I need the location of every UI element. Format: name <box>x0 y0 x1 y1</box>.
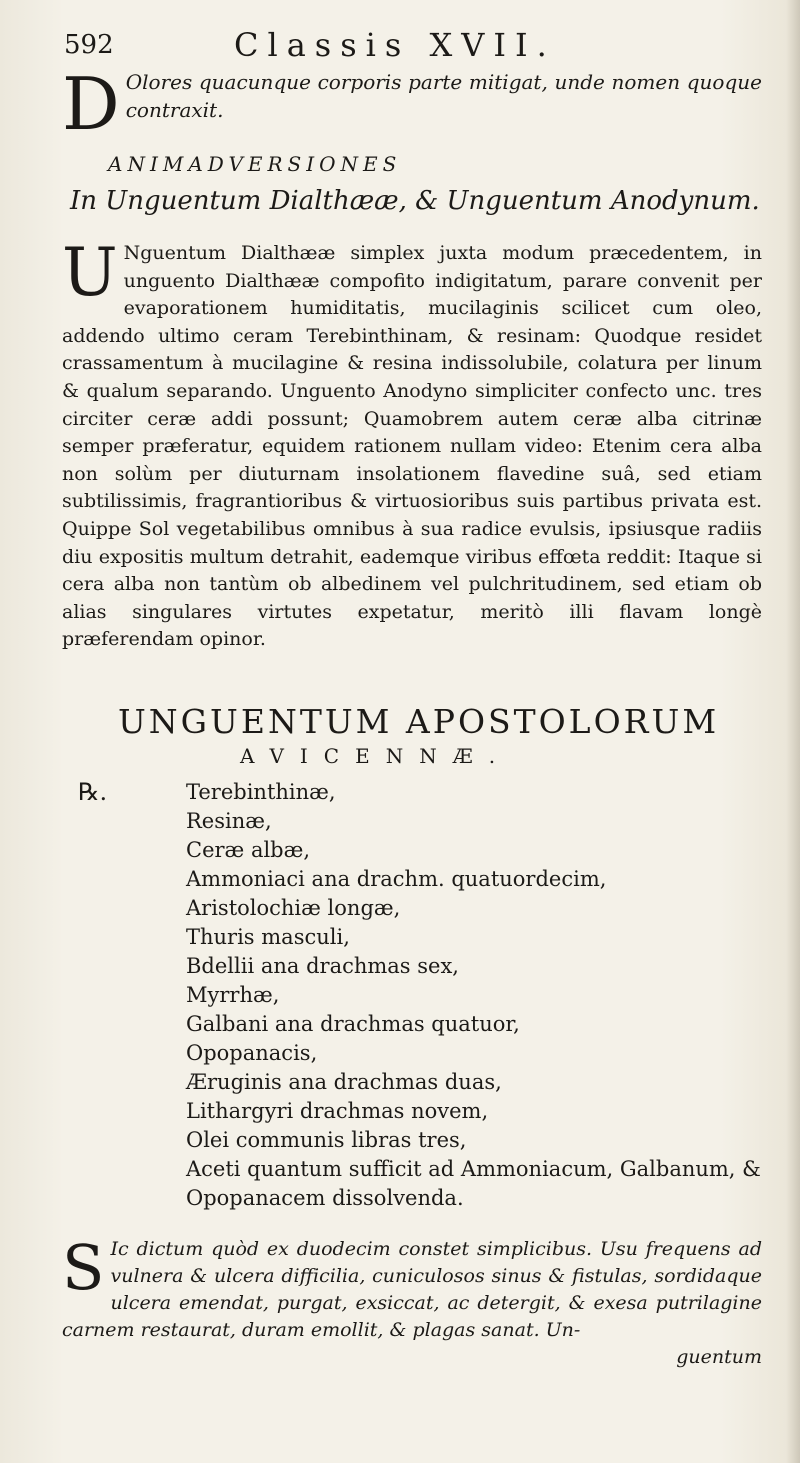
ingredient-item: Ammoniaci ana drachm. quatuordecim, <box>186 867 607 891</box>
running-title: Classis XVII. <box>234 26 556 64</box>
ingredient-item: Galbani ana drachmas quatuor, <box>186 1012 520 1036</box>
ingredient-item: Lithargyri drachmas novem, <box>186 1099 489 1123</box>
closing-text: Ic dictum quòd ex duodecim constet simplicibus. Usu frequens ad vulnera & ulcera difficilia, cuniculosos sinus & fistulas, sordidaque ulcera emendat, purgat, exsiccat, ac detergit, & exesa putrilagine carnem restaurat, duram emollit, & plagas sanat. Un- <box>62 1238 762 1341</box>
closing-paragraph <box>62 1231 762 1371</box>
recipe-list <box>78 778 776 1213</box>
page-number: 592 <box>64 30 114 60</box>
body-paragraph <box>62 234 762 654</box>
ingredient-item: Olei communis libras tres, <box>186 1128 467 1152</box>
body-text: Nguentum Dialthææ simplex juxta modum præcedentem, in unguento Dialthææ compofito indigitatum, parare convenit per evaporationem humiditatis, mucilaginis scilicet cum oleo, addendo ultimo ceram Terebinthinam, & resinam: Quodque residet crassamentum à mucilagine & resina indissolubile, colatura per linum & qualum separando. Unguento Anodyno simpliciter confecto unc. tres circiter ceræ addi possunt; Quamobrem autem ceræ alba citrinæ semper præferatur, equidem rationem nullam video: Etenim cera alba non solùm per diuturnam insolationem flavedine suâ, sed etiam subtilissimis, fragrantioribus & virtuosioribus suis partibus privata est. Quippe Sol vegetabilibus omnibus à sua radice evulsis, ipsiusque radiis diu expositis multum detrahit, eademque viribus effœta reddit: Itaque si cera alba non tantùm ob albedinem vel pulchritudinem, sed etiam ob alias singulares virtutes expetatur, meritò illi flavam longè præferendam opinor. <box>62 242 762 651</box>
catchword: guentum <box>676 1346 762 1368</box>
body-dropcap: U <box>62 234 118 311</box>
recipe-symbol: ℞. <box>78 778 108 806</box>
closing-dropcap: S <box>62 1231 105 1304</box>
unguentum-heading: UNGUENTUM APOSTOLORUM <box>118 702 720 741</box>
ingredient-item: Resinæ, <box>186 809 272 833</box>
unguentum-author: AVICENNÆ. <box>240 744 512 768</box>
animadversiones-heading: ANIMADVERSIONES <box>108 152 402 176</box>
intro-text: Olores quacunque corporis parte mitigat, unde nomen quoque contraxit. <box>125 70 762 122</box>
ingredient-item: Aceti quantum sufficit ad Ammoniacum, Galbanum, & Opopanacem dissolvenda. <box>186 1157 761 1210</box>
ingredient-item: Bdellii ana drachmas sex, <box>186 954 459 978</box>
ingredient-item: Ceræ albæ, <box>186 838 311 862</box>
page-edge-shadow <box>786 0 800 1463</box>
intro-dropcap: D <box>62 62 120 146</box>
ingredient-item: Terebinthinæ, <box>186 780 336 804</box>
animadversiones-title: In Unguentum Dialthææ, & Unguentum Anodynum. <box>70 186 760 216</box>
ingredient-item: Aristolochiæ longæ, <box>186 896 401 920</box>
intro-paragraph <box>62 62 762 146</box>
ingredient-item: Opopanacis, <box>186 1041 318 1065</box>
ingredient-item: Æruginis ana drachmas duas, <box>186 1070 502 1094</box>
page-header <box>64 20 764 64</box>
ingredient-item: Thuris masculi, <box>186 925 350 949</box>
ingredient-item: Myrrhæ, <box>186 983 280 1007</box>
